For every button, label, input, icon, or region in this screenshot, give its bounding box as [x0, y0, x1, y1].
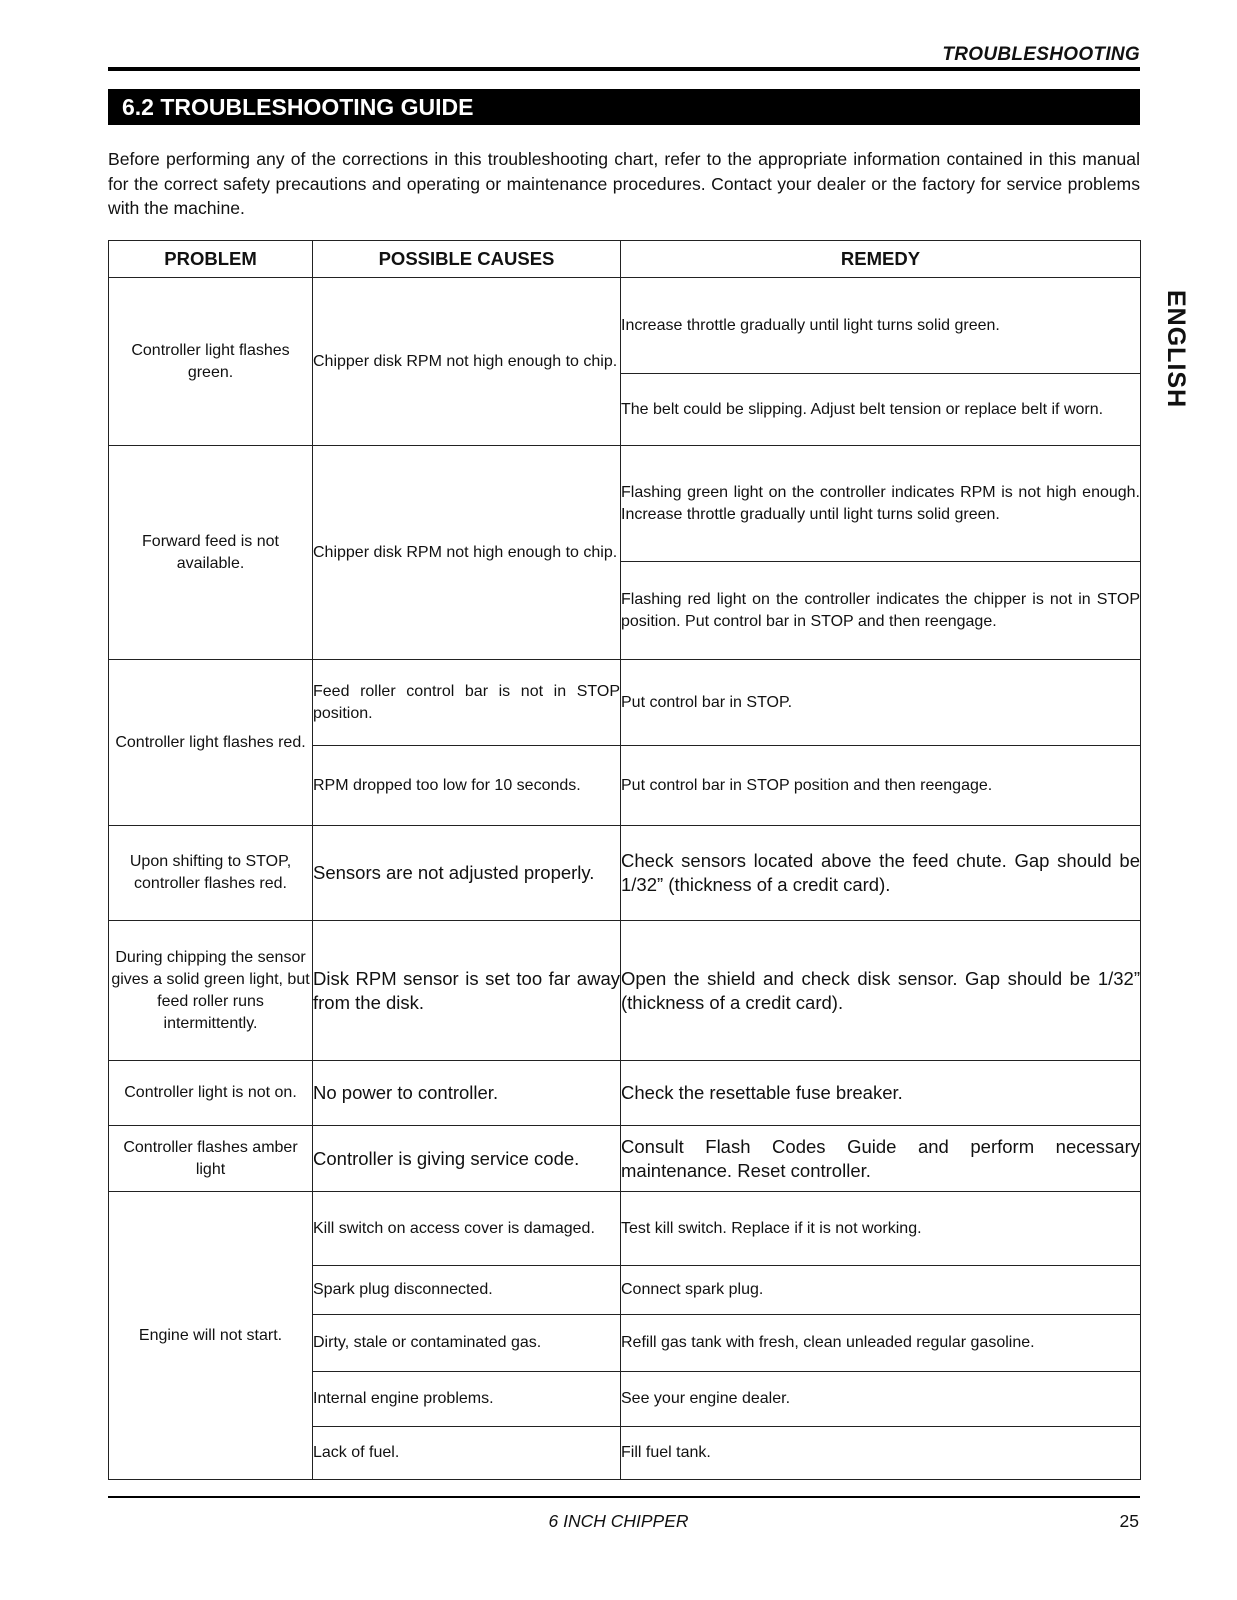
table-row: [109, 826, 1141, 921]
remedy-cell: Refill gas tank with fresh, clean unleaded regular gasoline.: [621, 1315, 1141, 1372]
problem-cell: Upon shifting to STOP, controller flashes red.: [109, 826, 313, 921]
problem-cell: Controller light flashes green.: [109, 278, 313, 446]
remedy-cell: Open the shield and check disk sensor. Gap should be 1/32” (thickness of a credit card).: [621, 921, 1141, 1061]
problem-cell: During chipping the sensor gives a solid green light, but feed roller runs intermittently.: [109, 921, 313, 1061]
remedy-cell: Consult Flash Codes Guide and perform necessary maintenance. Reset controller.: [621, 1126, 1141, 1192]
running-head: TROUBLESHOOTING: [942, 44, 1140, 65]
cause-cell: Spark plug disconnected.: [313, 1266, 621, 1315]
problem-cell: Controller flashes amber light: [109, 1126, 313, 1192]
remedy-cell: Check sensors located above the feed chute. Gap should be 1/32” (thickness of a credit card).: [621, 826, 1141, 921]
intro-paragraph: Before performing any of the corrections in this troubleshooting chart, refer to the appropriate information contained in this manual for the correct safety precautions and operating or maintenance procedures. Contact your dealer or the factory for service problems with the machine.: [108, 149, 1140, 218]
problem-cell: Forward feed is not available.: [109, 446, 313, 660]
cause-cell: Sensors are not adjusted properly.: [313, 826, 621, 921]
remedy-cell: Check the resettable fuse breaker.: [621, 1061, 1141, 1126]
remedy-cell: The belt could be slipping. Adjust belt tension or replace belt if worn.: [621, 374, 1141, 446]
remedy-cell: Connect spark plug.: [621, 1266, 1141, 1315]
header-problem: PROBLEM: [109, 241, 313, 278]
cause-cell: Chipper disk RPM not high enough to chip.: [313, 278, 621, 446]
cause-cell: Disk RPM sensor is set too far away from the disk.: [313, 921, 621, 1061]
header-remedy: REMEDY: [621, 241, 1141, 278]
cause-cell: Internal engine problems.: [313, 1372, 621, 1427]
footer-rule: [108, 1496, 1140, 1498]
table-row: [109, 1192, 1141, 1266]
problem-cell: Engine will not start.: [109, 1192, 313, 1480]
table-row: [109, 1126, 1141, 1192]
header-possible-causes: POSSIBLE CAUSES: [313, 241, 621, 278]
table-row: [109, 1061, 1141, 1126]
cause-cell: Dirty, stale or contaminated gas.: [313, 1315, 621, 1372]
footer-title: 6 INCH CHIPPER: [548, 1511, 689, 1531]
remedy-cell: See your engine dealer.: [621, 1372, 1141, 1427]
cause-cell: Feed roller control bar is not in STOP position.: [313, 660, 621, 746]
remedy-cell: Flashing red light on the controller indicates the chipper is not in STOP position. Put control bar in STOP and then reengage.: [621, 562, 1141, 660]
cause-cell: RPM dropped too low for 10 seconds.: [313, 746, 621, 826]
remedy-cell: Put control bar in STOP position and then reengage.: [621, 746, 1141, 826]
cause-cell: Lack of fuel.: [313, 1427, 621, 1480]
remedy-cell: Fill fuel tank.: [621, 1427, 1141, 1480]
section-title: 6.2 TROUBLESHOOTING GUIDE: [108, 89, 1140, 125]
cause-cell: Kill switch on access cover is damaged.: [313, 1192, 621, 1266]
table-row: [109, 278, 1141, 374]
remedy-cell: Put control bar in STOP.: [621, 660, 1141, 746]
table-row: [109, 921, 1141, 1061]
table-row: [109, 660, 1141, 746]
page-number: 25: [1119, 1511, 1139, 1531]
language-side-tab: ENGLISH: [1162, 290, 1190, 409]
header-rule: [108, 67, 1140, 71]
remedy-cell: Test kill switch. Replace if it is not working.: [621, 1192, 1141, 1266]
troubleshooting-table: [108, 240, 1141, 1480]
table-header-row: [109, 241, 1141, 278]
cause-cell: Chipper disk RPM not high enough to chip.: [313, 446, 621, 660]
remedy-cell: Flashing green light on the controller indicates RPM is not high enough. Increase throttle gradually until light turns solid green.: [621, 446, 1141, 562]
cause-cell: Controller is giving service code.: [313, 1126, 621, 1192]
remedy-cell: Increase throttle gradually until light turns solid green.: [621, 278, 1141, 374]
table-row: [109, 446, 1141, 562]
problem-cell: Controller light flashes red.: [109, 660, 313, 826]
problem-cell: Controller light is not on.: [109, 1061, 313, 1126]
cause-cell: No power to controller.: [313, 1061, 621, 1126]
